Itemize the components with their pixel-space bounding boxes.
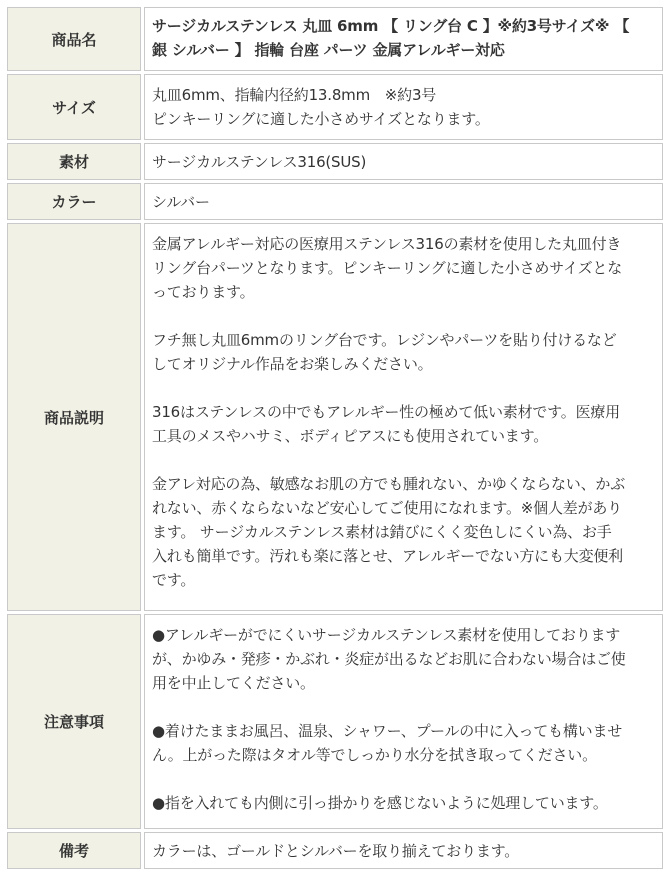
row-description <box>7 223 663 611</box>
size-line: 丸皿6mm、指輪内径約13.8mm ※約3号 <box>152 86 437 104</box>
description-line: 316はステンレスの中でもアレルギー性の極めて低い素材です。医療用 <box>152 403 620 421</box>
description-paragraph <box>152 232 656 304</box>
label-description: 商品説明 <box>7 223 141 611</box>
notes-paragraph <box>152 791 656 815</box>
product-spec-table <box>4 4 666 872</box>
notes-line: ん。上がった際はタオル等でしっかり水分を拭き取ってください。 <box>152 746 597 764</box>
notes-paragraph <box>152 719 656 767</box>
row-remarks <box>7 832 663 869</box>
label-material: 素材 <box>7 143 141 180</box>
label-size: サイズ <box>7 74 141 140</box>
description-line: です。 <box>152 571 196 589</box>
value-material: サージカルステンレス316(SUS) <box>144 143 663 180</box>
description-paragraph <box>152 472 656 592</box>
notes-line: ●指を入れても内側に引っ掛かりを感じないように処理しています。 <box>152 794 608 812</box>
row-size <box>7 74 663 140</box>
label-product-name: 商品名 <box>7 7 141 71</box>
description-line: 金属アレルギー対応の医療用ステンレス316の素材を使用した丸皿付き <box>152 235 622 253</box>
label-color: カラー <box>7 183 141 220</box>
size-line: ピンキーリングに適した小さめサイズとなります。 <box>152 110 490 128</box>
value-color: シルバー <box>144 183 663 220</box>
notes-paragraph <box>152 623 656 695</box>
description-line: 入れも簡単です。汚れも楽に落とせ、アレルギーでない方にも大変便利 <box>152 547 623 565</box>
row-product-name <box>7 7 663 71</box>
row-notes <box>7 614 663 829</box>
row-material <box>7 143 663 180</box>
description-line: リング台パーツとなります。ピンキーリングに適した小さめサイズとな <box>152 259 623 277</box>
label-notes: 注意事項 <box>7 614 141 829</box>
description-line: 金アレ対応の為、敏感なお肌の方でも腫れない、かゆくならない、かぶ <box>152 475 626 493</box>
description-paragraph <box>152 328 656 376</box>
product-name-line: サージカルステンレス 丸皿 6mm 【 リング台 C 】※約3号サイズ※ 【 <box>152 17 630 35</box>
description-line: してオリジナル作品をお楽しみください。 <box>152 355 433 373</box>
product-name-line: 銀 シルバー 】 指輪 台座 パーツ 金属アレルギー対応 <box>152 41 505 59</box>
notes-line: ●アレルギーがでにくいサージカルステンレス素材を使用しております <box>152 626 621 644</box>
notes-line: が、かゆみ・発疹・かぶれ・炎症が出るなどお肌に合わない場合はご使 <box>152 650 626 668</box>
notes-line: ●着けたままお風呂、温泉、シャワー、プールの中に入っても構いませ <box>152 722 623 740</box>
description-line: 工具のメスやハサミ、ボディピアスにも使用されています。 <box>152 427 549 445</box>
value-size <box>144 74 663 140</box>
description-paragraph <box>152 400 656 448</box>
value-notes <box>144 614 663 829</box>
label-remarks: 備考 <box>7 832 141 869</box>
notes-line: 用を中止してください。 <box>152 674 315 692</box>
product-spec-frame <box>4 4 666 872</box>
value-product-name <box>144 7 663 71</box>
description-line: っております。 <box>152 283 255 301</box>
value-description <box>144 223 663 611</box>
description-line: れない、赤くならないなど安心してご使用になれます。※個人差があり <box>152 499 622 517</box>
value-remarks: カラーは、ゴールドとシルバーを取り揃えております。 <box>144 832 663 869</box>
description-line: ます。 サージカルステンレス素材は錆びにくく変色しにくい為、お手 <box>152 523 612 541</box>
row-color <box>7 183 663 220</box>
description-line: フチ無し丸皿6mmのリング台です。レジンやパーツを貼り付けるなど <box>152 331 617 349</box>
